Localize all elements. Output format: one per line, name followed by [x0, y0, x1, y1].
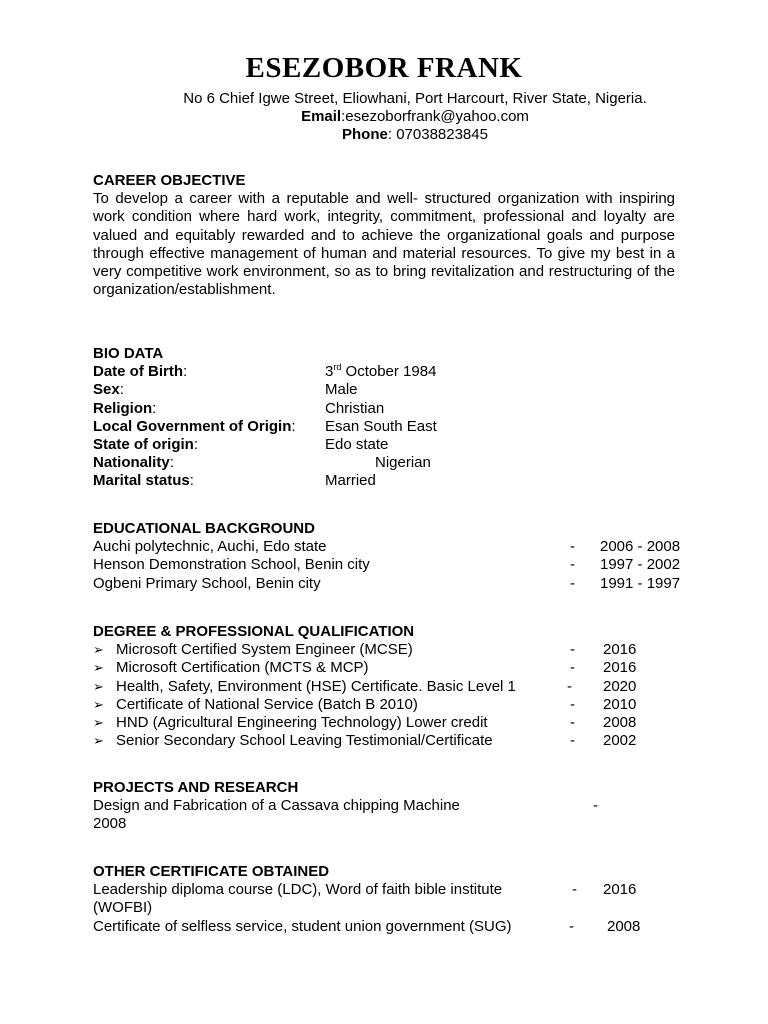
- bio-row: [93, 436, 675, 454]
- arrow-bullet-icon: ➢: [93, 696, 104, 712]
- other-certificates-heading: OTHER CERTIFICATE OBTAINED: [93, 863, 330, 880]
- bio-sep: :: [193, 435, 199, 453]
- project-year-row: [93, 815, 675, 833]
- qualification-row: [93, 641, 675, 659]
- qualification-section: [93, 623, 675, 750]
- year: 2016: [603, 881, 637, 899]
- dash: -: [570, 659, 575, 677]
- bio-value-suffix: rd: [333, 362, 342, 373]
- address-line: No 6 Chief Igwe Street, Eliowhani, Port Harcourt, River State, Nigeria.: [183, 90, 647, 107]
- dash: -: [570, 641, 575, 659]
- education-section: [93, 520, 681, 593]
- bio-value: Married: [325, 472, 376, 490]
- qualification-text: Health, Safety, Environment (HSE) Certificate. Basic Level 1: [116, 677, 516, 695]
- bio-value: Male: [325, 381, 358, 399]
- bio-value: [325, 363, 436, 381]
- qualification-row: [93, 678, 675, 696]
- certificate-text: Leadership diploma course (LDC), Word of faith bible institute: [93, 881, 503, 899]
- bio-data-heading: BIO DATA: [93, 345, 164, 362]
- bio-value-rest: October 1984: [341, 363, 437, 381]
- arrow-bullet-icon: ➢: [93, 660, 104, 676]
- phone-label: Phone: [342, 126, 388, 143]
- projects-section: [93, 779, 675, 834]
- project-year: 2008: [93, 815, 127, 833]
- year: 2002: [603, 732, 637, 750]
- qualification-text: Microsoft Certification (MCTS & MCP): [116, 659, 369, 677]
- dash: -: [570, 732, 575, 750]
- bio-row: [93, 454, 675, 472]
- dash: -: [570, 556, 575, 574]
- bio-data-section: [93, 345, 675, 491]
- career-objective-section: [93, 172, 675, 299]
- school-name: Ogbeni Primary School, Benin city: [93, 574, 321, 592]
- school-name: Auchi polytechnic, Auchi, Edo state: [93, 538, 327, 556]
- year: 2016: [603, 641, 637, 659]
- qualification-row: [93, 732, 675, 750]
- bio-label: Sex: [93, 381, 120, 399]
- bio-row: [93, 418, 675, 436]
- candidate-name: ESEZOBOR FRANK: [245, 52, 523, 84]
- education-row: [93, 538, 681, 556]
- years: 2006 - 2008: [600, 538, 681, 556]
- certificate-text: Certificate of selfless service, student union government (SUG): [93, 917, 512, 935]
- year: 2016: [603, 659, 637, 677]
- bio-sep: :: [119, 381, 124, 399]
- certificate-row: [93, 881, 675, 899]
- dash: -: [570, 538, 575, 556]
- email-line: [0, 108, 768, 125]
- qualification-heading: DEGREE & PROFESSIONAL QUALIFICATION: [93, 623, 415, 640]
- education-row: [93, 574, 681, 593]
- arrow-bullet-icon: ➢: [93, 733, 104, 749]
- qualification-text: Senior Secondary School Leaving Testimonial/Certificate: [116, 732, 493, 750]
- dash: -: [567, 677, 572, 695]
- qualification-text: Certificate of National Service (Batch B 2010): [116, 695, 418, 713]
- bio-sep: :: [169, 454, 174, 472]
- years: 1991 - 1997: [600, 574, 681, 592]
- bio-label: Religion: [93, 399, 153, 417]
- bio-value: Nigerian: [375, 454, 431, 472]
- qualification-row: [93, 714, 675, 732]
- career-objective-heading: CAREER OBJECTIVE: [93, 172, 246, 189]
- year: 2008: [603, 713, 637, 731]
- bio-value: Christian: [325, 399, 385, 417]
- bio-value-day: 3: [325, 363, 334, 381]
- bio-label: Date of Birth: [93, 363, 183, 381]
- dash: -: [572, 881, 577, 899]
- bio-value: Esan South East: [325, 417, 437, 435]
- bio-sep: :: [183, 363, 188, 381]
- projects-heading: PROJECTS AND RESEARCH: [93, 779, 299, 796]
- bio-row: [93, 363, 675, 381]
- years: 1997 - 2002: [600, 556, 681, 574]
- phone-value: : 07038823845: [387, 126, 488, 143]
- dash: -: [570, 574, 575, 592]
- arrow-bullet-icon: ➢: [93, 642, 104, 658]
- bio-sep: :: [189, 472, 194, 490]
- certificate-text: (WOFBI): [93, 899, 153, 917]
- bio-label: State of origin: [93, 435, 194, 453]
- career-objective-text: To develop a career with a reputable and well- structured organization with inspiring work condition where hard work, integrity, commitment, professional and loyalty are valued and equitably rewarded and to achieve the organizational goals and purpose through effective management of human and material resources. To give my best in a very competitive work environment, so as to bring revitalization and restructuring of the organization/establishment.: [93, 190, 675, 299]
- email-label: Email: [301, 108, 342, 125]
- qualification-text: HND (Agricultural Engineering Technology) Lower credit: [116, 713, 488, 731]
- education-row: [93, 556, 681, 574]
- certificate-row-continued: [93, 899, 675, 917]
- year: 2010: [603, 695, 637, 713]
- bio-row: [93, 400, 675, 418]
- bio-sep: :: [152, 399, 157, 417]
- dash: -: [569, 917, 574, 935]
- bio-row: [93, 381, 675, 399]
- bio-label: Local Government of Origin: [93, 417, 292, 435]
- project-row: [93, 797, 675, 815]
- dash: -: [570, 713, 575, 731]
- bio-value: Edo state: [325, 435, 389, 453]
- certificate-row: [93, 918, 675, 936]
- arrow-bullet-icon: ➢: [93, 678, 104, 694]
- qualification-row: [93, 659, 675, 677]
- year: 2020: [603, 677, 637, 695]
- arrow-bullet-icon: ➢: [93, 714, 104, 730]
- qualification-text: Microsoft Certified System Engineer (MCSE): [116, 641, 413, 659]
- dash: -: [593, 797, 598, 815]
- year: 2008: [607, 917, 641, 935]
- bio-label: Nationality: [93, 454, 170, 472]
- project-title: Design and Fabrication of a Cassava chipping Machine: [93, 797, 460, 815]
- bio-sep: :: [291, 417, 296, 435]
- bio-row: [93, 472, 675, 490]
- email-value: :esezoborfrank@yahoo.com: [341, 108, 529, 125]
- education-heading: EDUCATIONAL BACKGROUND: [93, 520, 315, 537]
- qualification-row: [93, 696, 675, 714]
- school-name: Henson Demonstration School, Benin city: [93, 556, 370, 574]
- dash: -: [570, 695, 575, 713]
- other-certificates-section: [93, 863, 675, 936]
- phone-line: [0, 126, 768, 143]
- bio-label: Marital status: [93, 472, 190, 490]
